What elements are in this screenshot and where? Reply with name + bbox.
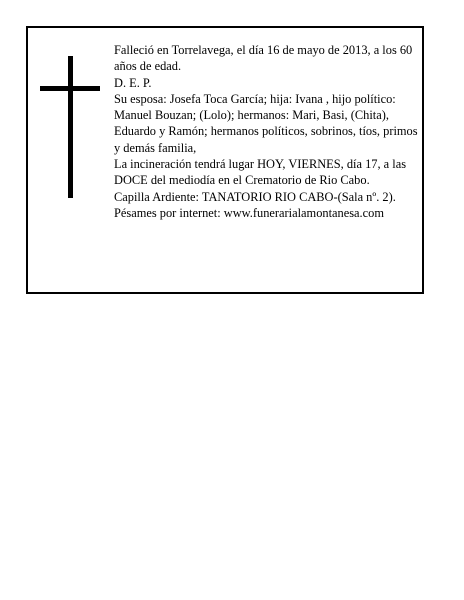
cross-vertical-bar: [68, 56, 73, 198]
condolences-web: Pésames por internet: www.funerarialamontanesa.com: [114, 205, 384, 220]
rest-in-peace: D. E. P.: [114, 75, 152, 90]
obituary-notice: [26, 26, 424, 294]
cross-horizontal-bar: [40, 86, 100, 91]
family-list: Su esposa: Josefa Toca García; hija: Ivana , hijo político: Manuel Bouzan; (Lolo); hermanos: Mari, Basi, (Chita), Eduardo y Ramón; hermanos políticos, sobrinos, tíos, primos y demás familia,: [114, 91, 418, 155]
death-announcement: Falleció en Torrelavega, el día 16 de mayo de 2013, a los 60 años de edad.: [114, 43, 413, 74]
notice-text: [114, 42, 422, 221]
cremation-info: La incineración tendrá lugar HOY, VIERNES, día 17, a las DOCE del mediodía en el Crematorio de Rio Cabo.: [114, 157, 407, 188]
chapel-info: Capilla Ardiente: TANATORIO RIO CABO-(Sala nº. 2).: [114, 189, 396, 204]
latin-cross-icon: [40, 56, 100, 198]
